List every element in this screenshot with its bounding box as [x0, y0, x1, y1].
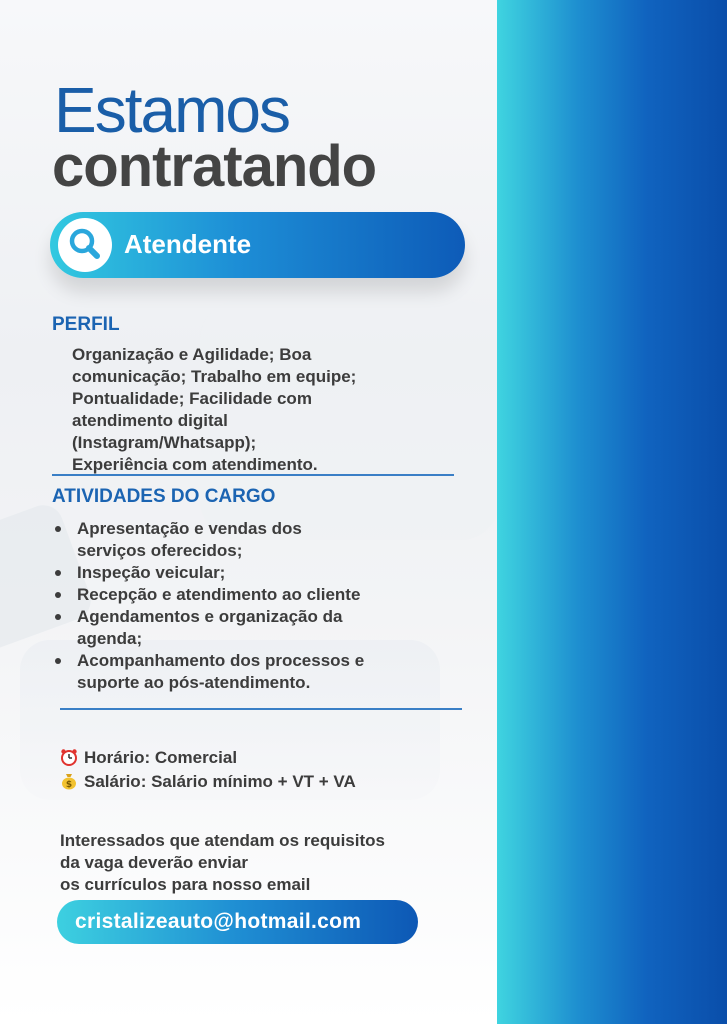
headline-line1: Estamos	[54, 74, 289, 146]
contact-line: Interessados que atendam os requisitos	[60, 831, 385, 850]
headline-line2: contratando	[52, 134, 377, 199]
section-divider	[52, 474, 454, 476]
bullet	[55, 570, 61, 576]
list-item	[50, 650, 420, 694]
alarm-clock-icon	[60, 748, 78, 766]
perfil-line: comunicação; Trabalho em equipe;	[72, 367, 357, 386]
email-banner[interactable]	[57, 900, 418, 944]
email-link[interactable]: cristalizeauto@hotmail.com	[75, 910, 362, 933]
bullet	[55, 658, 61, 664]
horario-text: Horário: Comercial	[84, 748, 238, 767]
list-item-line: serviços oferecidos;	[77, 541, 243, 560]
perfil-heading: PERFIL	[52, 314, 120, 335]
atividades-list	[50, 518, 420, 694]
section-divider	[60, 708, 462, 710]
horario-line	[60, 748, 237, 768]
list-item-line: Recepção e atendimento ao cliente	[77, 585, 361, 604]
perfil-line: atendimento digital	[72, 411, 228, 430]
list-item-line: agenda;	[77, 629, 143, 648]
search-icon	[58, 218, 112, 272]
list-item-line: Acompanhamento dos processos e	[77, 651, 365, 670]
perfil-text	[72, 344, 402, 476]
bullet	[55, 592, 61, 598]
svg-text:$: $	[65, 780, 73, 790]
list-item-line: Agendamentos e organização da	[77, 607, 343, 626]
perfil-line: Pontualidade; Facilidade com	[72, 389, 312, 408]
role-banner	[50, 212, 465, 278]
perfil-line: Organização e Agilidade; Boa	[72, 345, 312, 364]
contact-instructions	[60, 830, 440, 896]
money-bag-icon	[60, 772, 78, 790]
salario-text: Salário: Salário mínimo + VT + VA	[84, 772, 356, 791]
list-item-line: suporte ao pós-atendimento.	[77, 673, 311, 692]
list-item	[50, 562, 420, 584]
bullet	[55, 526, 61, 532]
perfil-line: Experiência com atendimento.	[72, 455, 318, 474]
list-item	[50, 518, 420, 562]
contact-line: da vaga deverão enviar	[60, 853, 249, 872]
list-item	[50, 584, 420, 606]
salario-line	[60, 772, 356, 792]
contact-line: os currículos para nosso email	[60, 875, 311, 894]
perfil-line: (Instagram/Whatsapp);	[72, 433, 257, 452]
atividades-heading: ATIVIDADES DO CARGO	[52, 486, 276, 507]
bullet	[55, 614, 61, 620]
list-item	[50, 606, 420, 650]
list-item-line: Inspeção veicular;	[77, 563, 226, 582]
role-title: Atendente	[124, 229, 252, 259]
side-gradient-band	[497, 0, 727, 1024]
list-item-line: Apresentação e vendas dos	[77, 519, 302, 538]
